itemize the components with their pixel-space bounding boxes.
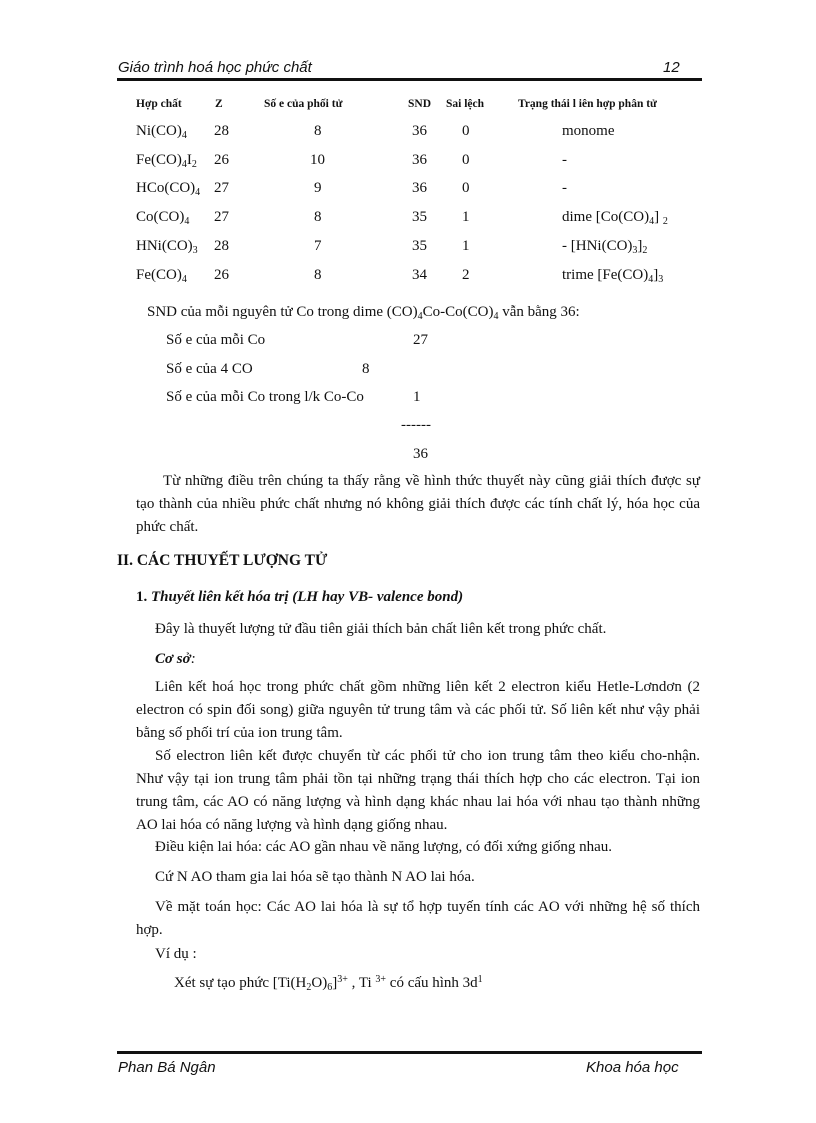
- state-value: monome: [562, 123, 615, 139]
- ligand-e-value: 8: [314, 209, 322, 225]
- calc-label-co: Số e của mỗi Co: [166, 332, 266, 348]
- z-value: 26: [214, 267, 229, 283]
- compound-formula: $HNi(CO)_3$: [136, 238, 198, 256]
- z-value: 28: [214, 123, 229, 139]
- section-heading: II. CÁC THUYẾT LƯỢNG TỬ: [117, 552, 328, 569]
- col-header-compound: Hợp chất: [136, 98, 182, 110]
- ligand-e-value: 7: [314, 238, 322, 254]
- bond-paragraph: Liên kết hoá học trong phức chất gồm những liên kết 2 electron kiểu Hetle-Lơndơn (2 electron có spin đối song) giữa nguyên tử trung tâm và các phối tử. Số liên kết như vậy phải bằng số phối trí của ion trung tâm.: [136, 679, 700, 741]
- deviation-value: 1: [462, 209, 470, 225]
- col-header-state: Trạng thái l iên hợp phân tử: [518, 98, 657, 110]
- snd-intro: SND của mỗi nguyên tử Co trong dime $(CO)_4Co-Co(CO)_4$ vẫn bằng 36:: [147, 304, 580, 322]
- ligand-e-value: 8: [314, 267, 322, 283]
- compound-formula: $Co(CO)_4$: [136, 209, 190, 227]
- snd-value: 35: [412, 209, 427, 225]
- header-rule: [117, 78, 702, 81]
- z-value: 26: [214, 152, 229, 168]
- example-text: Xét sự tạo phức $[Ti(H_2O)_6]^{3+}$ , Ti $^{3+}$ có cấu hình $3d^1$: [174, 974, 483, 993]
- col-header-deviation: Sai lệch: [446, 98, 485, 110]
- conclusion-paragraph: Từ những điều trên chúng ta thấy rằng về hình thức thuyết này cũng giải thích được sự tạo thành của nhiều phức chất nhưng nó không giải thích được các tính chất lý, hóa học của phức chất.: [136, 473, 700, 535]
- compound-formula: $HCo(CO)_4$: [136, 180, 201, 198]
- compound-formula: $Ni(CO)_4$: [136, 123, 187, 141]
- deviation-value: 0: [462, 123, 470, 139]
- footer-author: Phan Bá Ngân: [118, 1059, 216, 1076]
- state-value: dime $[Co(CO)_4]$ $_2$: [562, 209, 668, 227]
- ligand-e-value: 10: [310, 152, 325, 168]
- footer-rule: [117, 1051, 702, 1054]
- col-header-ligand-e: Số e của phối tử: [264, 98, 343, 110]
- z-value: 27: [214, 209, 229, 225]
- compound-formula: $Fe(CO)_4I_2$: [136, 152, 197, 170]
- snd-value: 34: [412, 267, 427, 283]
- subsection-heading: 1. Thuyết liên kết hóa trị (LH hay VB- valence bond): [136, 589, 464, 605]
- book-title: Giáo trình hoá học phức chất: [118, 59, 312, 76]
- page-number: 12: [663, 59, 680, 76]
- state-value: trime $[Fe(CO)_4]_3$: [562, 267, 664, 285]
- condition-paragraph: Điều kiện lai hóa: các AO gần nhau về năng lượng, có đối xứng giống nhau.: [155, 839, 613, 855]
- deviation-value: 0: [462, 180, 470, 196]
- basis-label: Cơ sở:: [155, 651, 196, 667]
- deviation-value: 2: [462, 267, 470, 283]
- n-ao-paragraph: Cứ N AO tham gia lai hóa sẽ tạo thành N AO lai hóa.: [155, 869, 475, 885]
- math-paragraph: Về mặt toán học: Các AO lai hóa là sự tổ hợp tuyến tính các AO với những hệ số thích hợp.: [136, 899, 700, 938]
- calc-divider: ------: [401, 417, 431, 433]
- snd-value: 36: [412, 180, 427, 196]
- col-header-snd: SND: [408, 98, 432, 110]
- calc-value-bond: 1: [413, 389, 421, 405]
- snd-value: 36: [412, 152, 427, 168]
- compound-formula: $Fe(CO)_4$: [136, 267, 187, 285]
- calc-label-bond: Số e của mỗi Co trong l/k Co-Co: [166, 389, 364, 405]
- footer-department: Khoa hóa học: [586, 1059, 679, 1076]
- snd-value: 35: [412, 238, 427, 254]
- state-value: - $[HNi(CO)_3]_2$: [562, 238, 648, 256]
- calc-total: 36: [413, 446, 428, 462]
- calc-value-co: 27: [413, 332, 428, 348]
- intro-paragraph: Đây là thuyết lượng tử đầu tiên giải thích bản chất liên kết trong phức chất.: [155, 621, 607, 637]
- snd-value: 36: [412, 123, 427, 139]
- calc-value-4co: 8: [362, 361, 370, 377]
- state-value: -: [562, 152, 567, 168]
- z-value: 27: [214, 180, 229, 196]
- calc-label-4co: Số e của 4 CO: [166, 361, 253, 377]
- deviation-value: 0: [462, 152, 470, 168]
- example-label: Ví dụ :: [155, 946, 197, 962]
- state-value: -: [562, 180, 567, 196]
- ligand-e-value: 8: [314, 123, 322, 139]
- transfer-paragraph: Số electron liên kết được chuyển từ các phối tử cho ion trung tâm theo kiểu cho-nhận. Như vậy tại ion trung tâm phải tồn tại những trạng thái thích hợp cho các electron. Tại ion trung tâm, các AO có năng lượng và hình dạng khác nhau lai hóa với nhau tạo thành những AO lai hóa có năng lượng và hình dạng giống nhau.: [136, 748, 700, 833]
- z-value: 28: [214, 238, 229, 254]
- col-header-z: Z: [215, 98, 223, 110]
- deviation-value: 1: [462, 238, 470, 254]
- ligand-e-value: 9: [314, 180, 322, 196]
